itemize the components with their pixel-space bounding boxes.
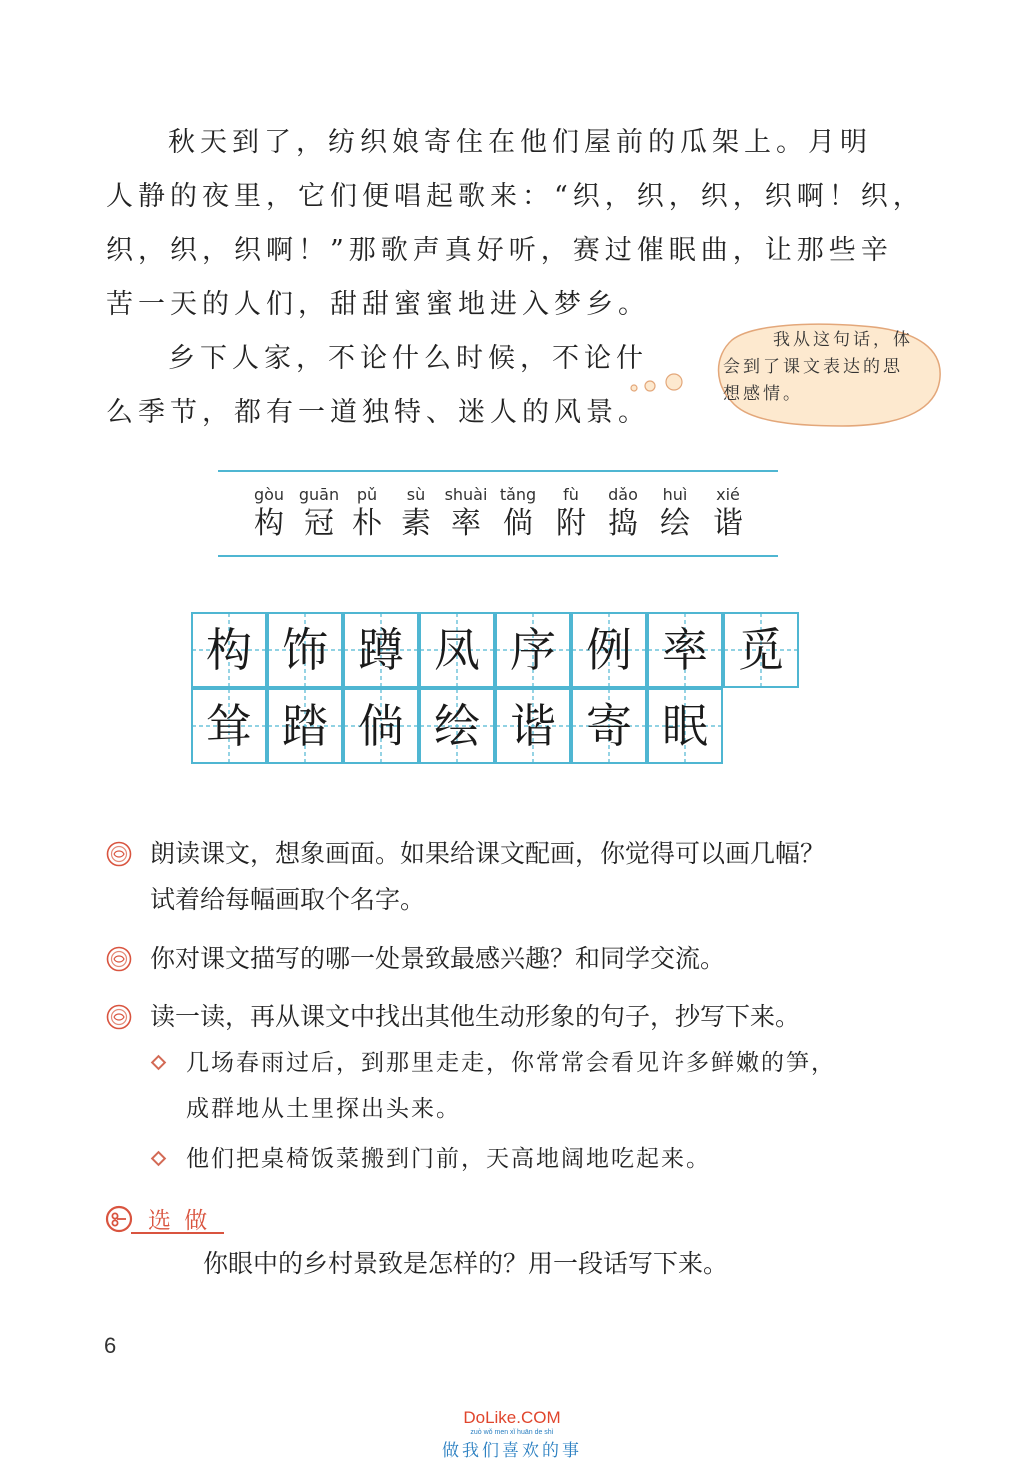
pinyin: gòu xyxy=(253,485,285,504)
question-line: 试着给每幅画取个名字。 xyxy=(150,885,426,914)
writing-grid-cell xyxy=(267,612,343,688)
question-line: 你对课文描写的哪一处景致最感兴趣？和同学交流。 xyxy=(150,944,726,973)
writing-grid-cell xyxy=(571,612,647,688)
writing-grid-cell xyxy=(267,688,343,764)
pinyin: fù xyxy=(563,485,579,504)
writing-grid-cell xyxy=(191,612,267,688)
pinyin-box-bottom-rule xyxy=(218,555,778,557)
pinyin: tǎng xyxy=(499,485,537,504)
question-text xyxy=(150,936,725,982)
example-line: 几场春雨过后，到那里走走，你常常会看见许多鲜嫩的笋， xyxy=(186,1050,836,1076)
writing-grid-char: 凤 xyxy=(434,623,480,677)
bubble-line: 想感情。 xyxy=(723,384,803,404)
bubble-line: 我从这句话，体 xyxy=(773,330,913,350)
pinyin: dǎo xyxy=(608,485,638,504)
pinyin: huì xyxy=(662,485,688,504)
question-text xyxy=(150,831,825,923)
diamond-bullet-icon xyxy=(151,1055,167,1071)
watermark-brand xyxy=(432,1408,592,1428)
pinyin: sù xyxy=(406,485,426,504)
passage-line: 么季节，都有一道独特、迷人的风景。 xyxy=(106,397,650,428)
watermark-brand-text: DoLike.COM xyxy=(463,1408,561,1427)
pinyin-word xyxy=(597,486,649,544)
pinyin-box-top-rule xyxy=(218,470,778,472)
hanzi: 构 xyxy=(254,506,284,541)
passage-line: 秋天到了，纺织娘寄住在他们屋前的瓜架上。月明 xyxy=(168,127,872,158)
watermark-tagline: 做我们喜欢的事 xyxy=(442,1441,582,1461)
writing-grid-char: 构 xyxy=(206,623,252,677)
passage-line: 人静的夜里，它们便唱起歌来：“织，织，织，织啊！织， xyxy=(106,181,925,212)
diamond-bullet-icon xyxy=(151,1151,167,1167)
writing-grid-cell xyxy=(343,688,419,764)
writing-grid-cell xyxy=(495,688,571,764)
example-line: 他们把桌椅饭菜搬到门前，天高地阔地吃起来。 xyxy=(186,1146,711,1172)
writing-grid-cell xyxy=(419,688,495,764)
writing-grid-char: 蹲 xyxy=(358,623,404,677)
writing-grid-char: 饰 xyxy=(282,623,328,677)
writing-grid-cell xyxy=(343,612,419,688)
watermark-pinyin: zuò wǒ men xǐ huān de shì xyxy=(470,1429,554,1436)
pinyin: pǔ xyxy=(356,485,378,504)
pinyin-word xyxy=(243,486,295,544)
writing-grid-cell xyxy=(191,688,267,764)
writing-grid-cell xyxy=(419,612,495,688)
optional-task-label: 选 做 xyxy=(148,1208,211,1234)
writing-grid-char: 谐 xyxy=(510,699,556,753)
pinyin-word xyxy=(702,486,754,544)
passage-line: 乡下人家，不论什么时候，不论什 xyxy=(168,343,648,374)
bubble-line: 会到了课文表达的思 xyxy=(723,357,903,377)
writing-grid-char: 绘 xyxy=(434,699,480,753)
writing-grid-char: 眠 xyxy=(662,699,708,753)
writing-grid-char: 寄 xyxy=(586,699,632,753)
writing-grid-cell xyxy=(647,688,723,764)
writing-grid-char: 踏 xyxy=(282,699,328,753)
question-seal-icon xyxy=(106,841,132,867)
hanzi: 绘 xyxy=(660,506,690,541)
pinyin-word xyxy=(492,486,544,544)
optional-task-prompt: 你眼中的乡村景致是怎样的？用一段话写下来。 xyxy=(203,1249,729,1278)
hanzi: 素 xyxy=(401,506,431,541)
pinyin-word xyxy=(341,486,393,544)
writing-grid-char: 序 xyxy=(510,623,556,677)
hanzi: 捣 xyxy=(608,506,638,541)
hanzi: 倘 xyxy=(503,506,533,541)
example-line: 成群地从土里探出头来。 xyxy=(186,1096,461,1122)
writing-grid-cell xyxy=(723,612,799,688)
hanzi: 谐 xyxy=(713,506,743,541)
pinyin-word xyxy=(545,486,597,544)
pinyin-word xyxy=(440,486,492,544)
writing-grid-cell xyxy=(571,688,647,764)
question-line: 读一读，再从课文中找出其他生动形象的句子，抄写下来。 xyxy=(150,1002,801,1031)
hanzi: 附 xyxy=(556,506,586,541)
example-1 xyxy=(186,1040,836,1132)
writing-grid-cell xyxy=(647,612,723,688)
question-seal-icon xyxy=(106,946,132,972)
writing-grid-char: 率 xyxy=(662,623,708,677)
passage-line: 苦一天的人们，甜甜蜜蜜地进入梦乡。 xyxy=(106,289,650,320)
bubble-dots-icon xyxy=(628,372,708,396)
bubble-text xyxy=(723,327,933,408)
question-text xyxy=(150,994,800,1040)
page-number: 6 xyxy=(104,1333,117,1358)
pinyin-word xyxy=(390,486,442,544)
pinyin-word xyxy=(293,486,345,544)
writing-grid-char: 觅 xyxy=(738,623,784,677)
writing-grid-cell xyxy=(495,612,571,688)
example-2 xyxy=(186,1136,711,1182)
pinyin-word xyxy=(649,486,701,544)
hanzi: 朴 xyxy=(352,506,382,541)
question-seal-icon xyxy=(106,1004,132,1030)
hanzi: 冠 xyxy=(304,506,334,541)
writing-grid-char: 倘 xyxy=(358,699,404,753)
writing-grid-char: 例 xyxy=(586,623,632,677)
passage-line: 织，织，织啊！”那歌声真好听，赛过催眠曲，让那些辛 xyxy=(106,235,893,266)
question-line: 朗读课文，想象画面。如果给课文配画，你觉得可以画几幅？ xyxy=(150,839,826,868)
paragraph-1 xyxy=(106,116,925,332)
hanzi: 率 xyxy=(451,506,481,541)
pinyin: xié xyxy=(716,485,740,504)
pinyin: shuài xyxy=(444,485,488,504)
writing-grid-char: 耸 xyxy=(206,699,252,753)
pinyin: guān xyxy=(298,485,340,504)
